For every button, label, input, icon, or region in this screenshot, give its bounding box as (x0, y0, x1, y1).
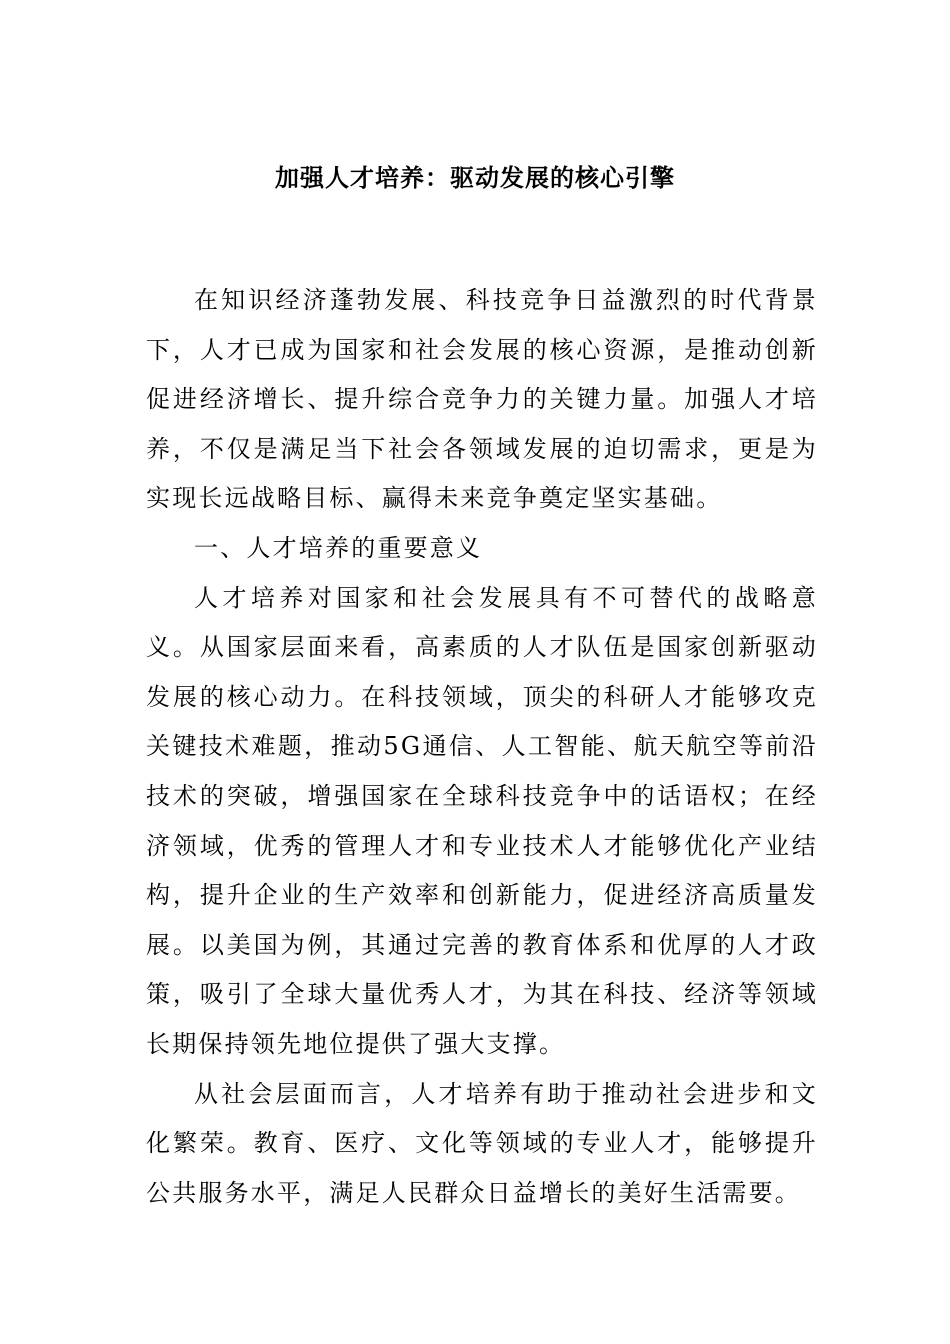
body-paragraph: 人才培养对国家和社会发展具有不可替代的战略意义。从国家层面来看，高素质的人才队伍是国家创新驱动发展的核心动力。在科技领域，顶尖的科研人才能够攻克关键技术难题，推动5G通信、人工智能、航天航空等前沿技术的突破，增强国家在全球科技竞争中的话语权；在经济领域，优秀的管理人才和专业技术人才能够优化产业结构，提升企业的生产效率和创新能力，促进经济高质量发展。以美国为例，其通过完善的教育体系和优厚的人才政策，吸引了全球大量优秀人才，为其在科技、经济等领域长期保持领先地位提供了强大支撑。 (146, 583, 818, 1058)
document-title: 加强人才培养：驱动发展的核心引擎 (275, 163, 675, 192)
document-body (146, 276, 818, 1218)
intro-paragraph: 在知识经济蓬勃发展、科技竞争日益激烈的时代背景下，人才已成为国家和社会发展的核心资源，是推动创新促进经济增长、提升综合竞争力的关键力量。加强人才培养，不仅是满足当下社会各领域发展的迫切需求，更是为实现长远战略目标、赢得未来竞争奠定坚实基础。 (146, 286, 818, 513)
body-paragraph: 从社会层面而言，人才培养有助于推动社会进步和文化繁荣。教育、医疗、文化等领域的专业人才，能够提升公共服务水平，满足人民群众日益增长的美好生活需要。 (146, 1079, 818, 1207)
section-heading: 一、人才培养的重要意义 (194, 533, 483, 562)
